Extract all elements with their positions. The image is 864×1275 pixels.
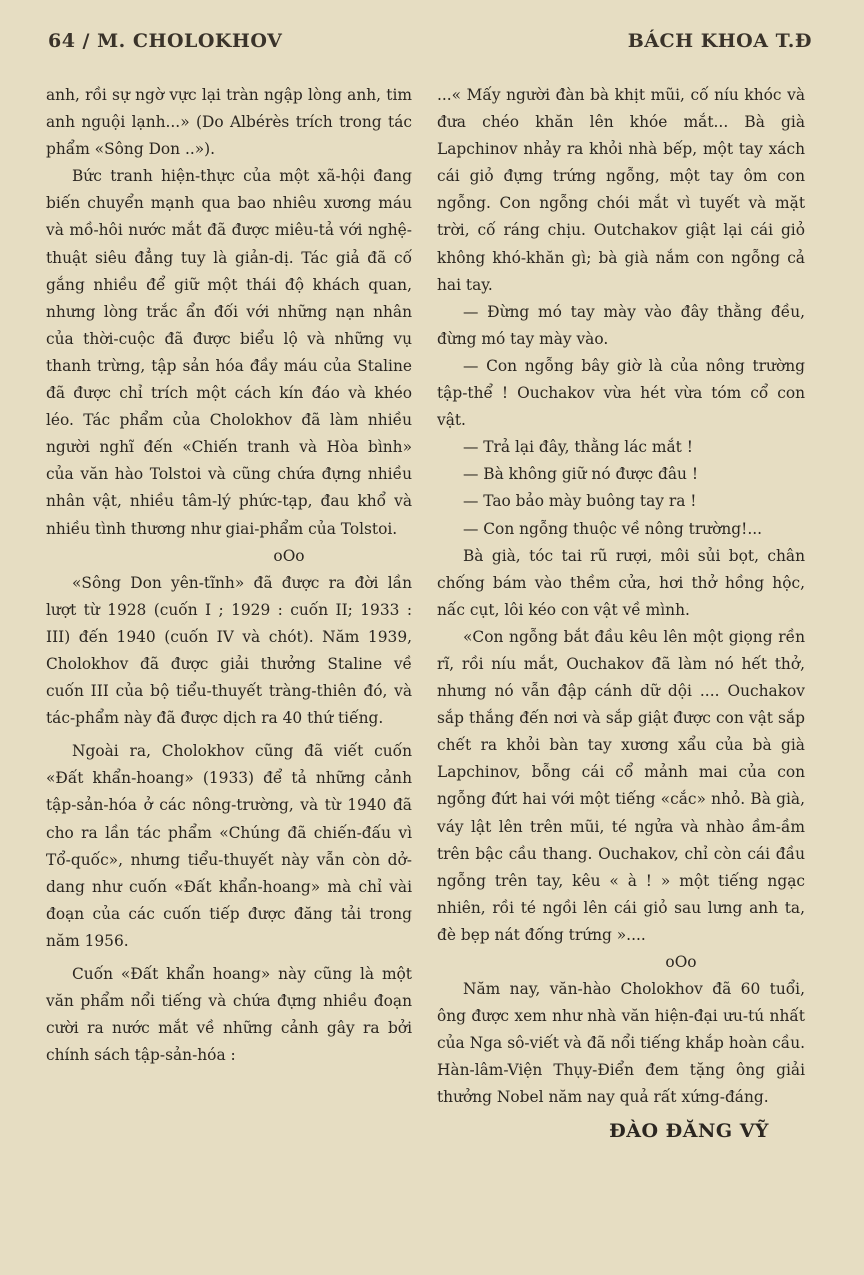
dialogue-line: — Trả lại đây, thằng lác mắt ! — [463, 438, 693, 457]
paragraph: Cuốn «Đất khẩn hoang» này cũng là một văn phẩm nổi tiếng và chứa đựng nhiều đoạn cười ra nước mắt về những cảnh gây ra bởi chính sách tập-sản-hóa : — [46, 965, 412, 1065]
running-header-left: 64 / M. CHOLOKHOV — [48, 30, 283, 52]
section-separator: oOo — [273, 546, 305, 565]
dialogue-line: — Bà không giữ nó được đâu ! — [463, 465, 699, 484]
paragraph: «Sông Don yên-tĩnh» đã được ra đời lần lượt từ 1928 (cuốn I ; 1929 : cuốn II; 1933 : III) đến 1940 (cuốn IV và chót). Năm 1939, Cholokhov đã được giải thưởng Staline về cuốn III của bộ tiểu-thuyết tràng-thiên đó, và tác-phẩm này đã được dịch ra 40 thứ tiếng. — [46, 573, 412, 728]
paragraph: Bà già, tóc tai rũ rượi, môi sủi bọt, chân chống bám vào thềm cửa, hơi thở hồng hộc, nấc cụt, lôi kéo con vật về mình. — [437, 546, 805, 619]
dialogue-line: — Tao bảo mày buông tay ra ! — [463, 492, 697, 511]
left-column — [46, 82, 412, 1069]
section-separator: oOo — [665, 953, 697, 971]
quote-paragraph: ...« Mấy người đàn bà khịt mũi, cố níu khóc và đưa chéo khăn lên khóe mắt... Bà già Lapchinov nhảy ra khỏi nhà bếp, một tay xách cái giỏ đựng trứng ngỗng, một tay ôm con ngỗng. Con ngỗng chói mắt vì tuyết và mặt trời, cố ráng chịu. Outchakov giật lại cái giỏ không khó-khăn gì; bà già nắm con ngỗng cả hai tay. — [437, 86, 805, 294]
paragraph: Năm nay, văn-hào Cholokhov đã 60 tuổi, ông được xem như nhà văn hiện-đại ưu-tú nhất của Nga sô-viết và đã nổi tiếng khắp hoàn cầu. Hàn-lâm-Viện Thụy-Điển đem tặng ông giải thưởng Nobel năm nay quả rất xứng-đáng. — [437, 980, 805, 1107]
right-column — [437, 82, 805, 1145]
paragraph: Ngoài ra, Cholokhov cũng đã viết cuốn «Đất khẩn-hoang» (1933) để tả những cảnh tập-sản-hóa ở các nông-trường, và từ 1940 đã cho ra lần tác phẩm «Chúng đã chiến-đấu vì Tổ-quốc», nhưng tiểu-thuyết này vẫn còn dở-dang như cuốn «Đất khẩn-hoang» mà chỉ vài đoạn của các cuốn tiếp được đăng tải trong năm 1956. — [46, 742, 412, 950]
author-signature: ĐÀO ĐĂNG VỸ — [609, 1119, 769, 1142]
quote-paragraph: «Con ngỗng bắt đầu kêu lên một giọng rền rĩ, rồi níu mắt, Ouchakov đã làm nó hết thở, nhưng nó vẫn đập cánh dữ dội .... Ouchakov sắp thắng đến nơi và sắp giật được con vật sắp chết ra khỏi bàn tay xương xẩu của bà già Lapchinov, bỗng cái cổ mảnh mai của con ngỗng đứt hai với một tiếng «cắc» nhỏ. Bà già, váy lật lên trên mũi, té ngửa và nhào ầm-ầm trên bậc cầu thang. Ouchakov, chỉ còn cái đầu ngỗng trên tay, kêu « à ! » một tiếng ngạc nhiên, rồi té ngồi lên cái giỏ sau lưng anh ta, đè bẹp nát đống trứng ».... — [437, 627, 805, 944]
paragraph: anh, rồi sự ngờ vực lại tràn ngập lòng anh, tim anh nguội lạnh...» (Do Albérès trích trong tác phẩm «Sông Don ..»). — [46, 86, 412, 159]
dialogue-line: — Đừng mó tay mày vào đây thằng đều, đừng mó tay mày vào. — [437, 302, 805, 348]
paragraph: Bức tranh hiện-thực của một xã-hội đang biến chuyển mạnh qua bao nhiêu xương máu và mồ-hôi nước mắt đã được miêu-tả với nghệ-thuật siêu đẳng tuy là giản-dị. Tác giả đã cố gắng nhiều để giữ một thái độ khách quan, nhưng lòng trắc ẩn đối với những nạn nhân của thời-cuộc đã được biểu lộ và những vụ thanh trừng, tập sản hóa đầy máu của Staline đã được chỉ trích một cách kín đáo và khéo léo. Tác phẩm của Cholokhov đã làm nhiều người nghĩ đến «Chiến tranh và Hòa bình» của văn hào Tolstoi và cũng chứa đựng nhiều nhân vật, nhiều tâm-lý phức-tạp, đau khổ và nhiều tình thương như giai-phẩm của Tolstoi. — [46, 167, 412, 538]
running-header-right: BÁCH KHOA T.Đ — [627, 30, 812, 52]
dialogue-line: — Con ngỗng thuộc về nông trường!... — [463, 519, 762, 538]
dialogue-line: — Con ngỗng bây giờ là của nông trường tập-thể ! Ouchakov vừa hét vừa tóm cổ con vật. — [437, 356, 805, 430]
